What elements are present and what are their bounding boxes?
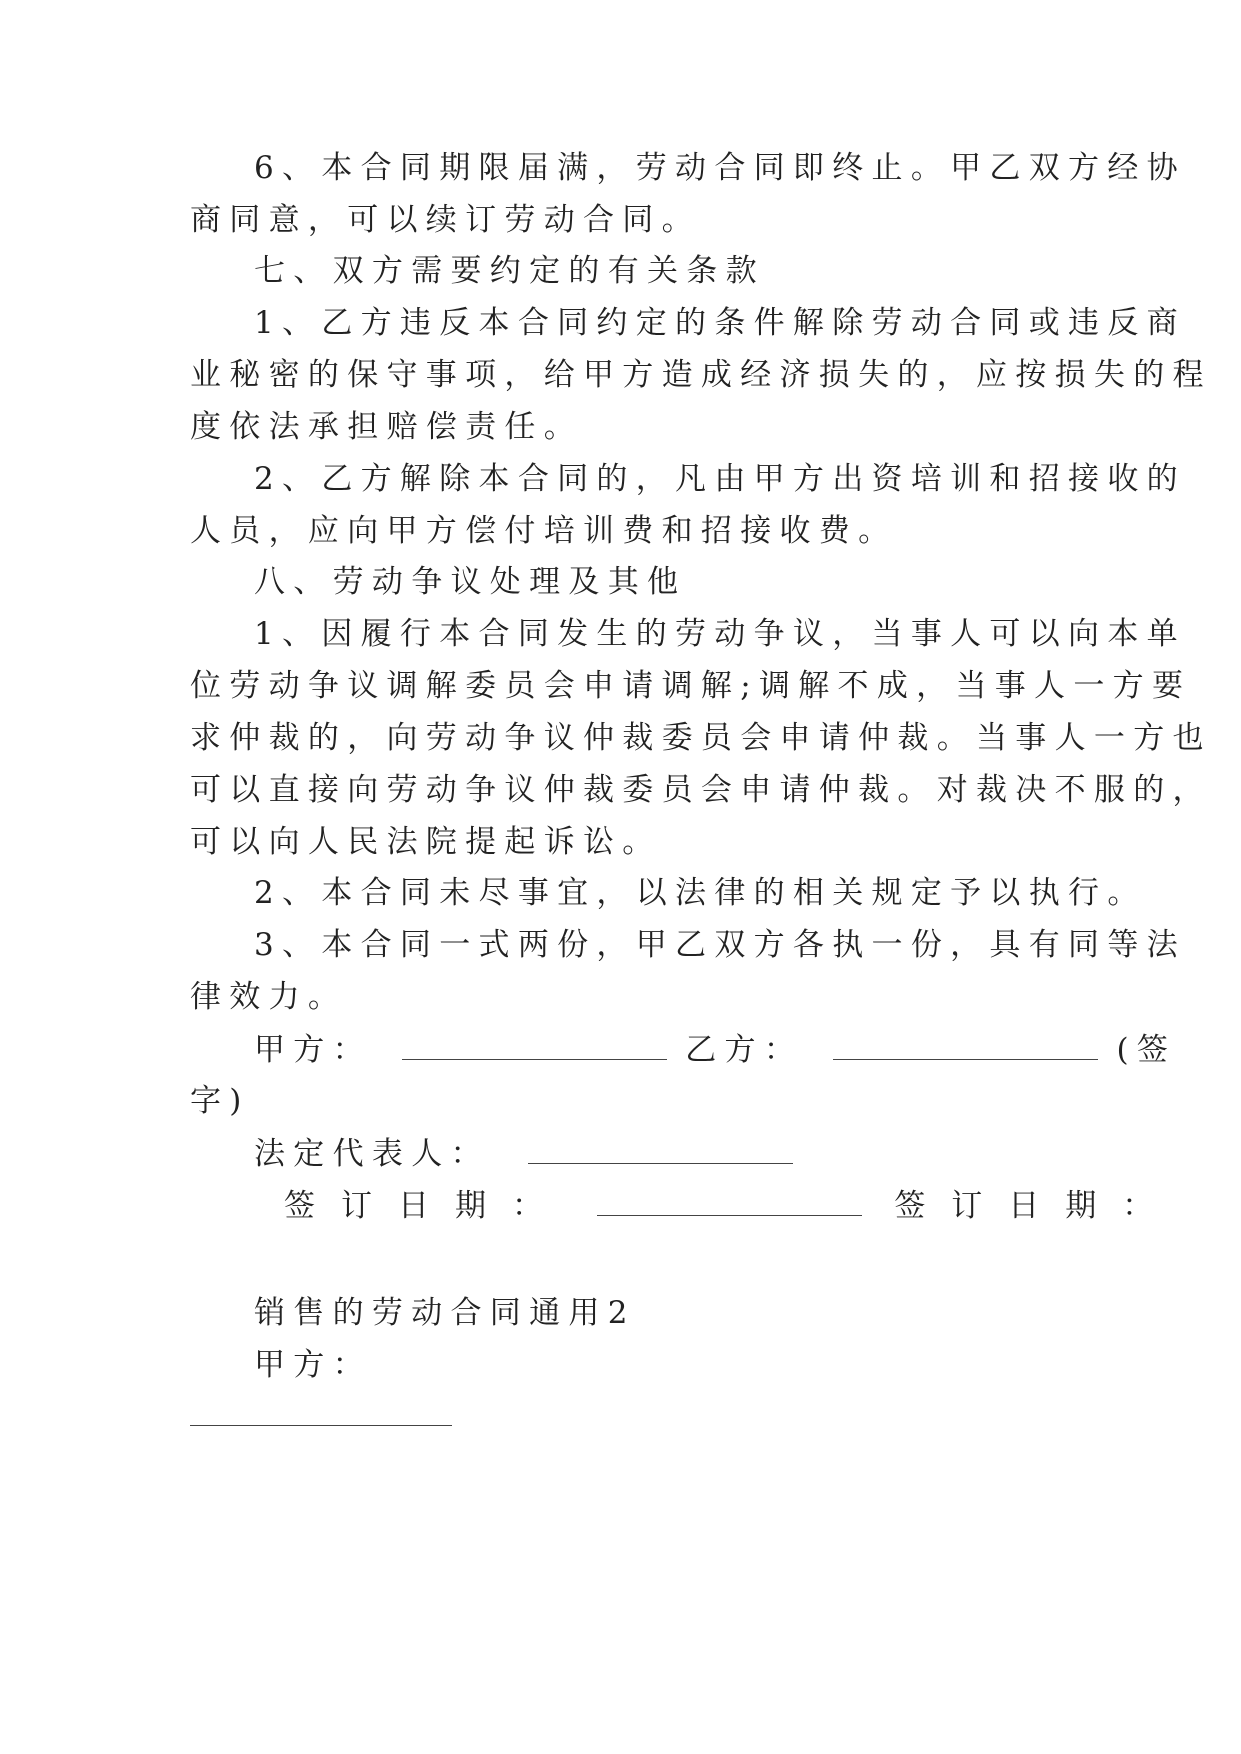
clause-7-2-line-2: 人员，应向甲方偿付培训费和招接收费。 (190, 513, 898, 549)
party-b-label: 乙方： (685, 1032, 804, 1068)
sign-note-start: (签 (1116, 1032, 1177, 1068)
sign-date-label-a: 签订日期： (284, 1188, 569, 1224)
clause-7-1-line-1: 1、乙方违反本合同约定的条件解除劳动合同或违反商 (254, 305, 1186, 341)
section-8-heading: 八、劳动争议处理及其他 (254, 564, 687, 600)
clause-7-2-line-1: 2、乙方解除本合同的，凡由甲方出资培训和招接收的 (254, 461, 1186, 497)
clause-8-1-line-4: 可以直接向劳动争议仲裁委员会申请仲裁。对裁决不服的， (190, 772, 1212, 808)
sign-note-end: 字) (190, 1083, 250, 1119)
section-7-heading: 七、双方需要约定的有关条款 (254, 253, 765, 289)
clause-8-1-line-1: 1、因履行本合同发生的劳动争议，当事人可以向本单 (254, 616, 1186, 652)
next-section-party-a-label: 甲方： (254, 1347, 372, 1383)
clause-8-1-line-5: 可以向人民法院提起诉讼。 (190, 824, 662, 860)
legal-rep-label: 法定代表人： (254, 1136, 490, 1172)
clause-8-2: 2、本合同未尽事宜，以法律的相关规定予以执行。 (254, 875, 1147, 911)
clause-8-3-line-2: 律效力。 (190, 979, 348, 1015)
sign-date-b-blank[interactable] (190, 1425, 452, 1426)
clause-8-1-line-2: 位劳动争议调解委员会申请调解;调解不成，当事人一方要 (190, 668, 1192, 704)
clause-7-1-line-2: 业秘密的保守事项，给甲方造成经济损失的，应按损失的程 (190, 357, 1212, 393)
sign-date-a-blank[interactable] (597, 1185, 862, 1216)
next-section-title: 销售的劳动合同通用2 (254, 1295, 636, 1331)
legal-rep-signature-blank[interactable] (528, 1133, 793, 1164)
signature-party-row (254, 1029, 1177, 1070)
clause-7-1-line-3: 度依法承担赔偿责任。 (190, 409, 583, 445)
clause-8-3-line-1: 3、本合同一式两份，甲乙双方各执一份，具有同等法 (254, 927, 1186, 963)
party-b-signature-blank[interactable] (833, 1029, 1098, 1060)
party-a-label: 甲方： (254, 1032, 372, 1068)
sign-date-row (284, 1185, 1180, 1226)
clause-8-1-line-3: 求仲裁的，向劳动争议仲裁委员会申请仲裁。当事人一方也 (190, 720, 1212, 756)
sign-date-label-b: 签订日期： (894, 1188, 1180, 1224)
paragraph-6-line-2: 商同意，可以续订劳动合同。 (190, 202, 701, 238)
party-a-signature-blank[interactable] (402, 1029, 667, 1060)
paragraph-6-line-1: 6、本合同期限届满，劳动合同即终止。甲乙双方经协 (254, 150, 1186, 186)
legal-representative-row (254, 1133, 1134, 1174)
